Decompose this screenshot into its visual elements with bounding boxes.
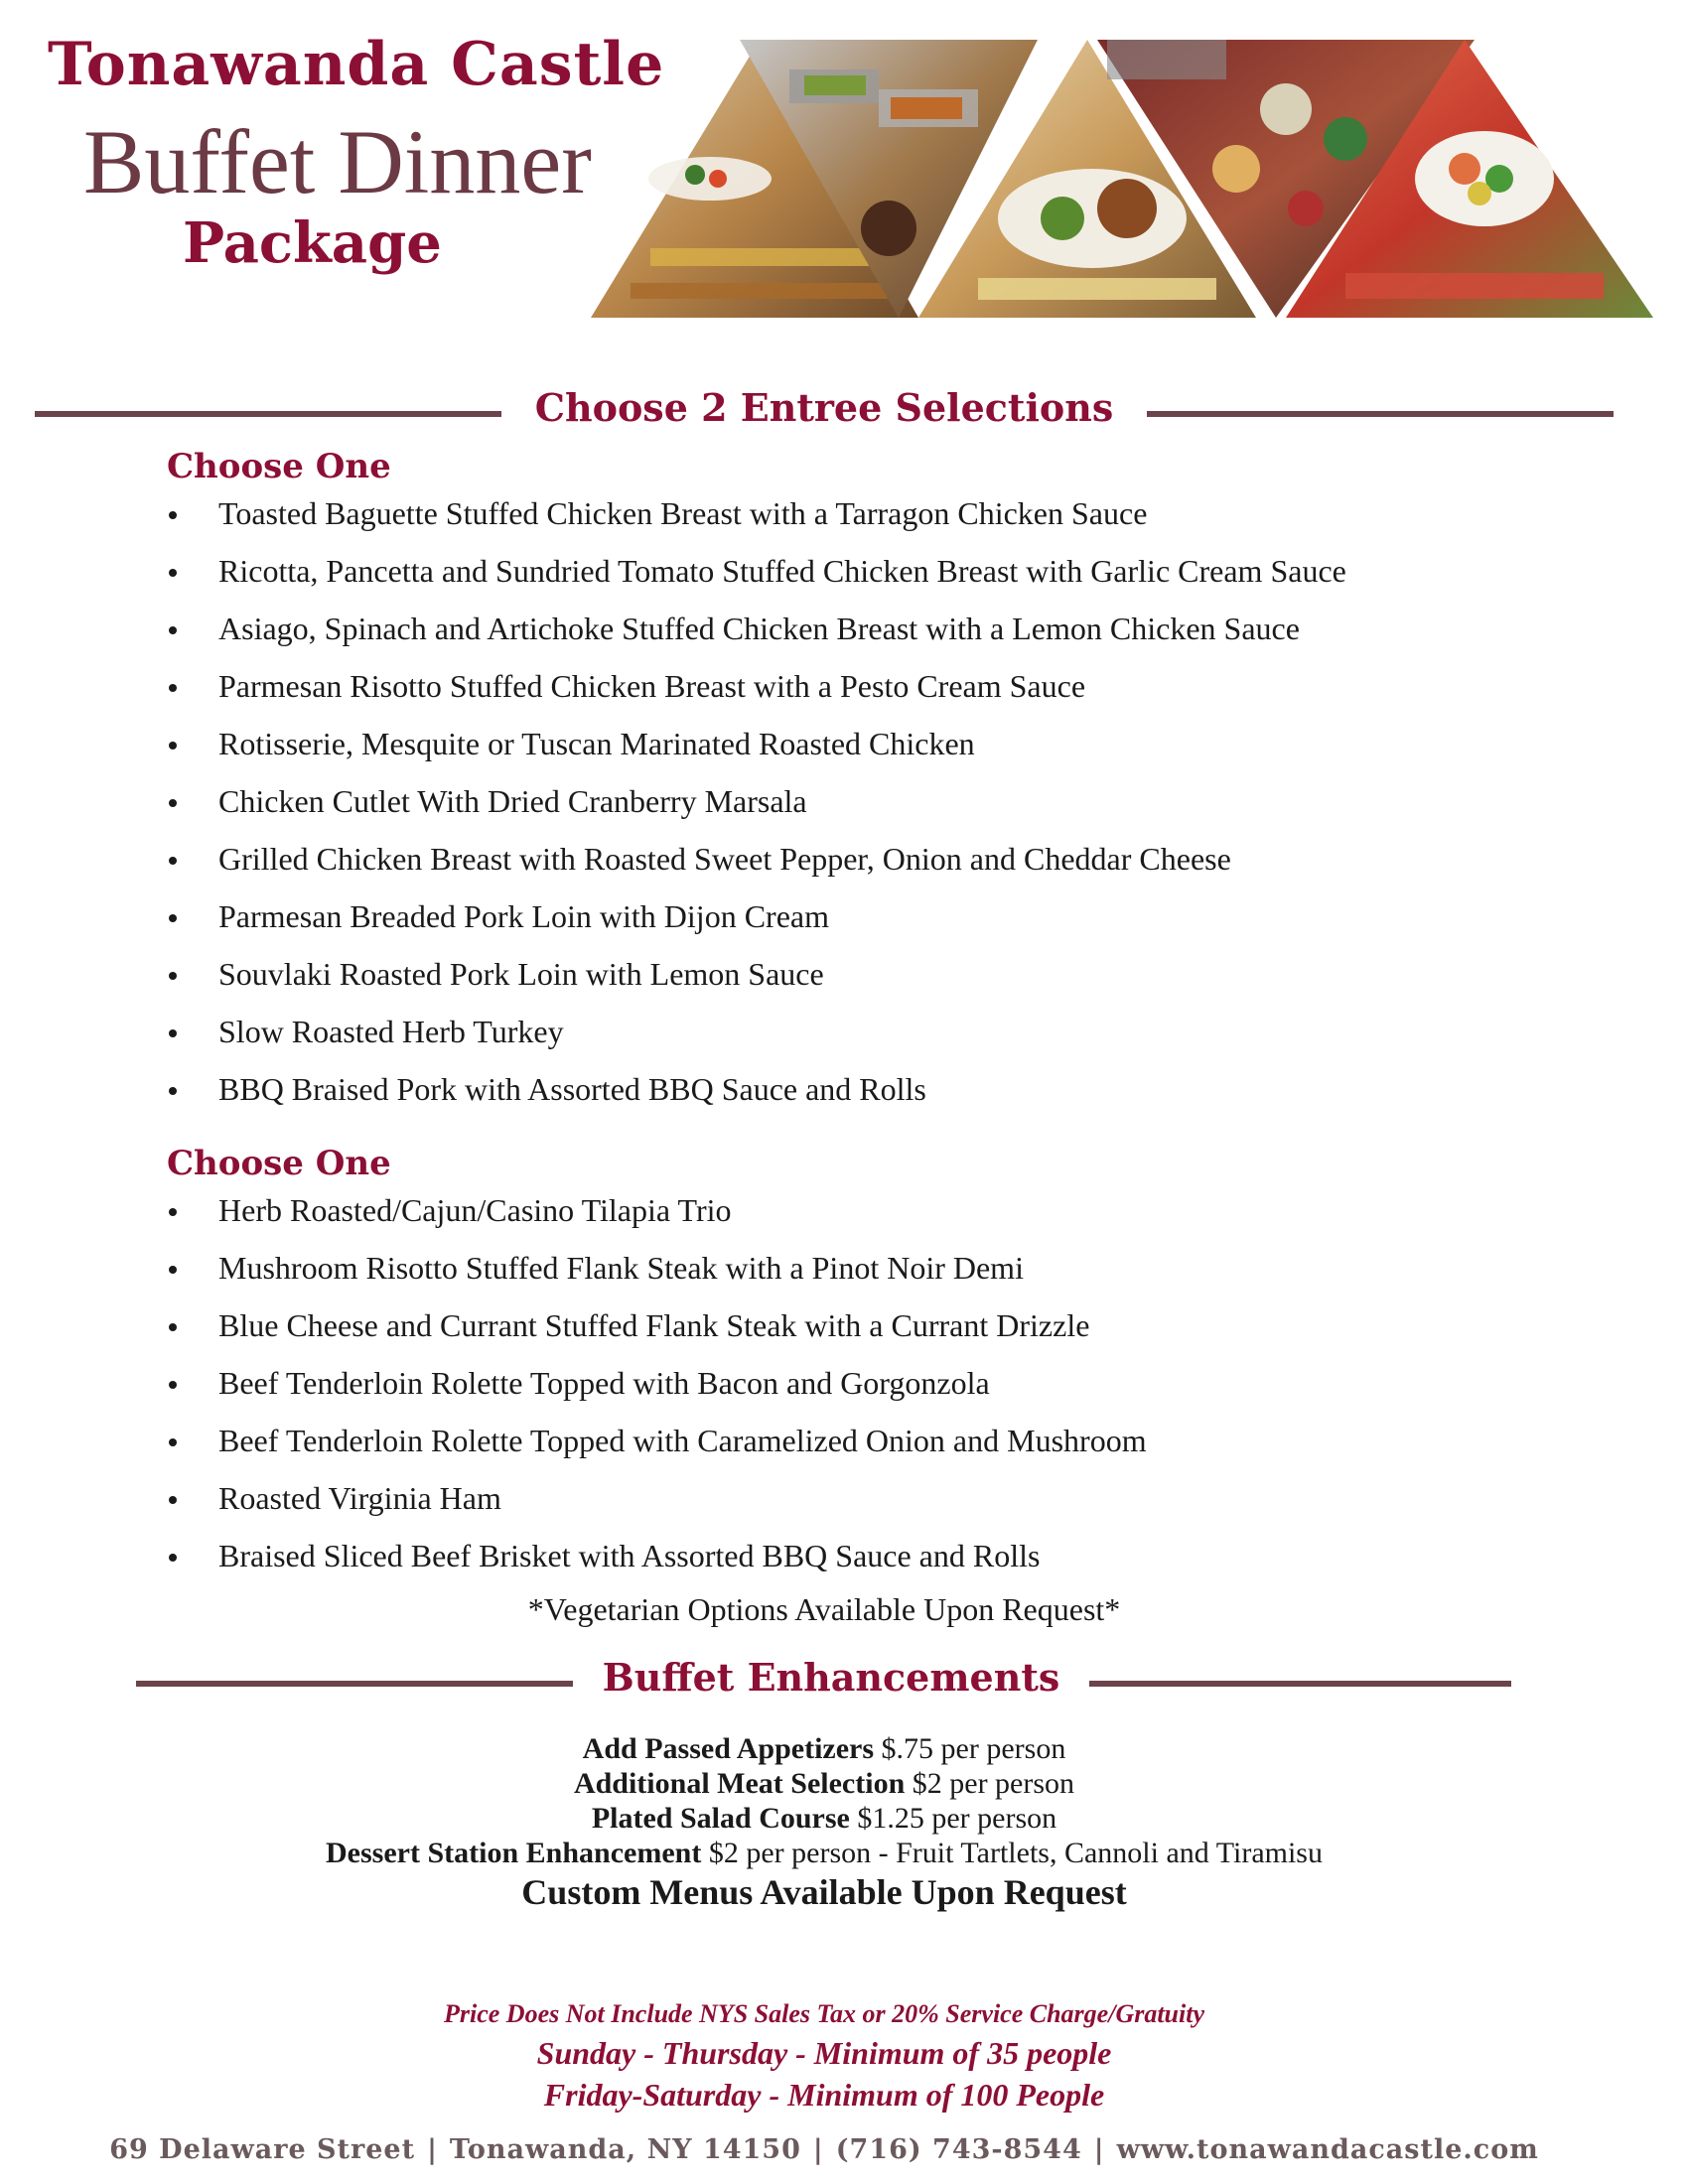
package-title: Buffet Dinner — [83, 111, 592, 212]
venue-name: Tonawanda Castle — [48, 30, 665, 99]
divider-enhancements-left — [136, 1681, 573, 1687]
enhancement-detail: - Fruit Tartlets, Cannoli and Tiramisu — [878, 1837, 1323, 1869]
list-item: Souvlaki Roasted Pork Loin with Lemon Sauce — [167, 956, 1557, 1014]
enhancements-list — [0, 1731, 1648, 1914]
phone-number: (716) 743-8544 — [835, 2134, 1082, 2165]
street-address: 69 Delaware Street — [109, 2134, 416, 2165]
list-item: Slow Roasted Herb Turkey — [167, 1014, 1557, 1071]
enhancement-price: $2 per person — [912, 1767, 1075, 1800]
list-item: Chicken Cutlet With Dried Cranberry Marsala — [167, 783, 1557, 841]
group1-heading: Choose One — [167, 447, 391, 486]
list-item: Beef Tenderloin Rolette Topped with Bacon and Gorgonzola — [167, 1365, 1557, 1423]
enhancements-section-title: Buffet Enhancements — [602, 1655, 1060, 1700]
separator: | — [812, 2134, 824, 2165]
list-item: Parmesan Breaded Pork Loin with Dijon Cream — [167, 898, 1557, 956]
separator: | — [427, 2134, 438, 2165]
list-item: Mushroom Risotto Stuffed Flank Steak with a Pinot Noir Demi — [167, 1250, 1557, 1307]
list-item: Grilled Chicken Breast with Roasted Sweet Pepper, Onion and Cheddar Cheese — [167, 841, 1557, 898]
enhancement-price: $1.25 per person — [857, 1802, 1057, 1835]
enhancement-name: Dessert Station Enhancement — [326, 1837, 702, 1869]
tax-note: Price Does Not Include NYS Sales Tax or 20% Service Charge/Gratuity — [443, 1999, 1205, 2028]
separator: | — [1093, 2134, 1105, 2165]
enhancement-item — [0, 1731, 1648, 1766]
list-item: Parmesan Risotto Stuffed Chicken Breast with a Pesto Cream Sauce — [167, 668, 1557, 726]
vegetarian-note: *Vegetarian Options Available Upon Request* — [527, 1591, 1121, 1627]
website-link[interactable]: www.tonawandacastle.com — [1116, 2134, 1539, 2165]
list-item: Toasted Baguette Stuffed Chicken Breast with a Tarragon Chicken Sauce — [167, 495, 1557, 553]
group1-list — [167, 495, 1557, 1129]
divider-entrees-right — [1147, 411, 1614, 417]
entrees-section-title: Choose 2 Entree Selections — [534, 385, 1114, 430]
enhancement-item — [0, 1801, 1648, 1836]
list-item: BBQ Braised Pork with Assorted BBQ Sauce and Rolls — [167, 1071, 1557, 1129]
enhancement-name: Add Passed Appetizers — [582, 1732, 875, 1765]
list-item: Braised Sliced Beef Brisket with Assorted BBQ Sauce and Rolls — [167, 1538, 1557, 1595]
weekday-minimum: Sunday - Thursday - Minimum of 35 people — [536, 2035, 1112, 2071]
list-item: Beef Tenderloin Rolette Topped with Caramelized Onion and Mushroom — [167, 1423, 1557, 1480]
group2-list — [167, 1192, 1557, 1595]
list-item: Ricotta, Pancetta and Sundried Tomato Stuffed Chicken Breast with Garlic Cream Sauce — [167, 553, 1557, 611]
enhancement-price: $.75 per person — [881, 1732, 1066, 1765]
food-photo-collage — [591, 30, 1663, 328]
divider-enhancements-right — [1089, 1681, 1511, 1687]
list-item: Rotisserie, Mesquite or Tuscan Marinated Roasted Chicken — [167, 726, 1557, 783]
enhancement-price: $2 per person — [708, 1837, 872, 1869]
enhancement-item — [0, 1766, 1648, 1801]
enhancement-name: Additional Meat Selection — [573, 1767, 906, 1800]
custom-menus-note: Custom Menus Available Upon Request — [521, 1872, 1127, 1912]
list-item: Asiago, Spinach and Artichoke Stuffed Chicken Breast with a Lemon Chicken Sauce — [167, 611, 1557, 668]
list-item: Blue Cheese and Currant Stuffed Flank Steak with a Currant Drizzle — [167, 1307, 1557, 1365]
contact-footer — [0, 2134, 1648, 2165]
package-subtitle: Package — [183, 210, 442, 276]
group2-heading: Choose One — [167, 1144, 391, 1183]
list-item: Roasted Virginia Ham — [167, 1480, 1557, 1538]
enhancement-item — [0, 1836, 1648, 1870]
city-state-zip: Tonawanda, NY 14150 — [449, 2134, 801, 2165]
divider-entrees-left — [35, 411, 501, 417]
list-item: Herb Roasted/Cajun/Casino Tilapia Trio — [167, 1192, 1557, 1250]
enhancement-name: Plated Salad Course — [591, 1802, 850, 1835]
weekend-minimum: Friday-Saturday - Minimum of 100 People — [543, 2077, 1105, 2113]
